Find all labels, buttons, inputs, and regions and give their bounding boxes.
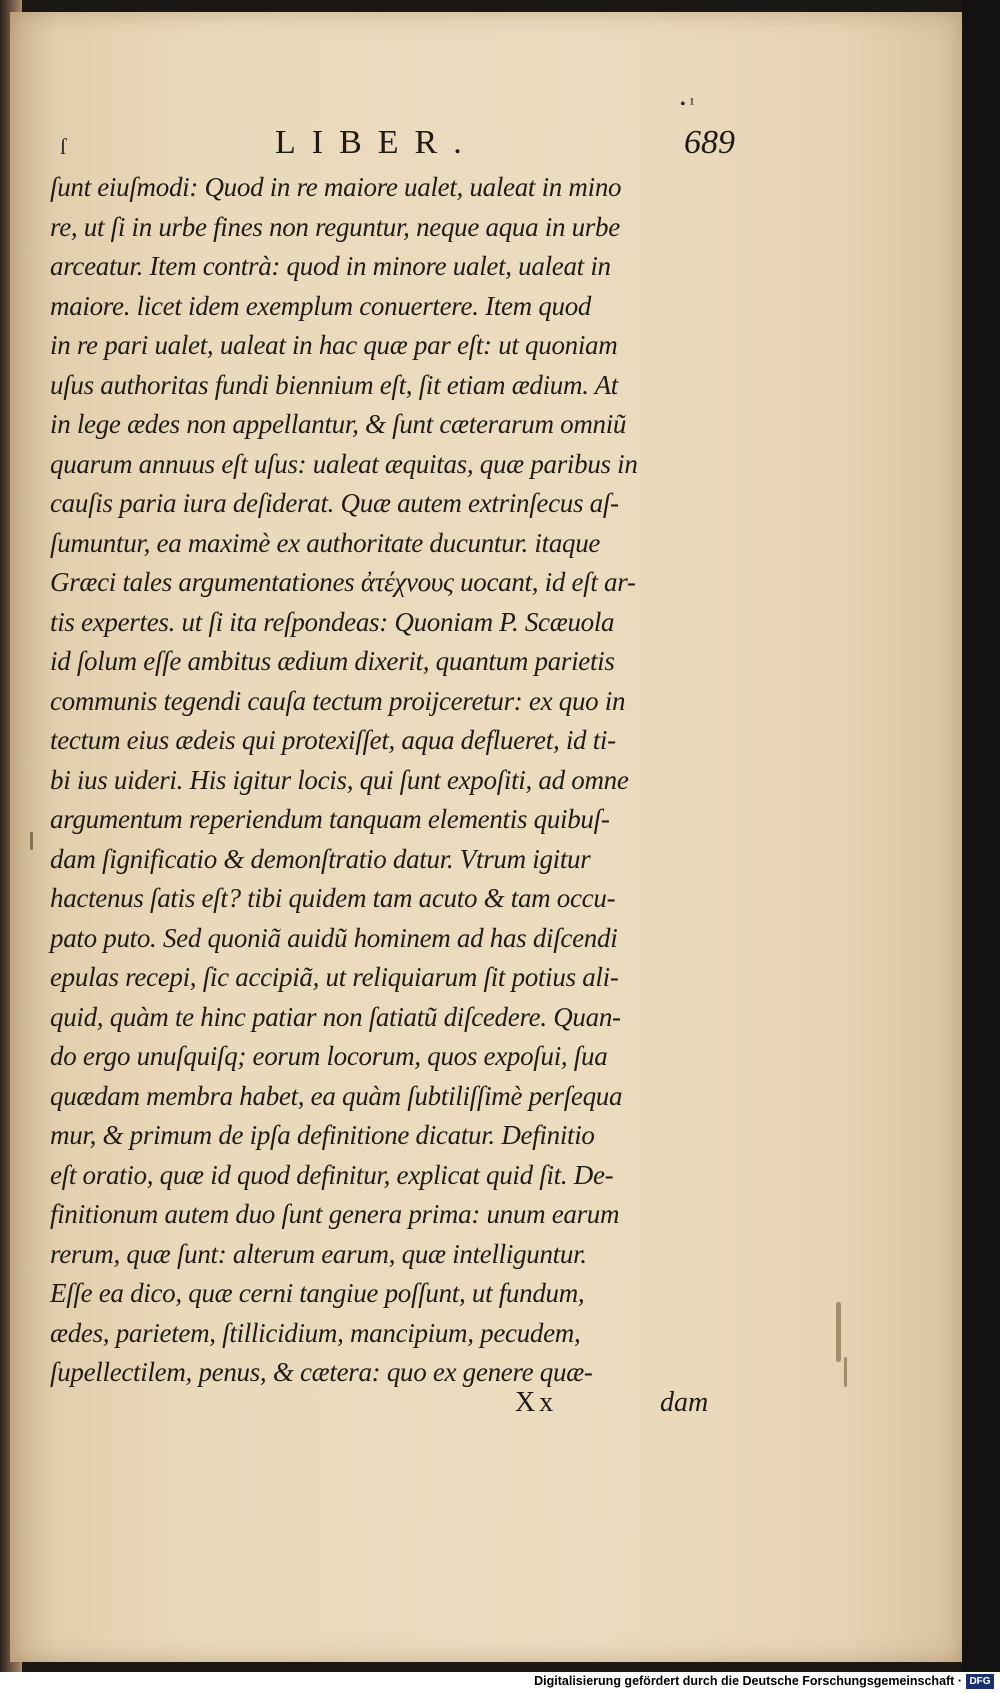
text-line: quædam membra habet, ea quàm ſubtiliſſimè perſequa — [50, 1080, 623, 1111]
text-line: cauſis paria iura deſiderat. Quæ autem extrinſecus aſ- — [50, 488, 619, 518]
page-header — [10, 96, 962, 174]
text-line: Eſſe ea dico, quæ cerni tangiue poſſunt, ut fundum, — [50, 1278, 585, 1308]
text-line: epulas recepi, ſic accipiã, ut reliquiarum ſit potius ali- — [50, 962, 619, 992]
ink-stain — [844, 1357, 847, 1387]
body-text — [50, 168, 740, 1393]
text-line: in lege ædes non appellantur, & ſunt cæterarum omniũ — [50, 409, 627, 439]
dfg-logo: DFG — [966, 1674, 994, 1689]
text-line: ſumuntur, ea maximè ex authoritate ducuntur. itaque — [50, 527, 601, 558]
text-line: eſt oratio, quæ id quod definitur, explicat quid ſit. De- — [50, 1159, 614, 1190]
text-line: hactenus ſatis eſt? tibi quidem tam acuto & tam occu- — [50, 883, 616, 913]
catchword: dam — [660, 1387, 709, 1418]
page-footer — [10, 1387, 962, 1437]
text-line: rerum, quæ ſunt: alterum earum, quæ intelliguntur. — [50, 1238, 587, 1269]
page-number: 689 — [684, 124, 735, 161]
credit-text: Digitalisierung gefördert durch die Deutsche Forschungsgemeinschaft · — [534, 1674, 962, 1688]
text-line: quarum annuus eſt uſus: ualeat æquitas, quæ paribus in — [50, 448, 638, 479]
text-line: tis expertes. ut ſi ita reſpondeas: Quoniam P. Scæuola — [50, 606, 615, 637]
header-corner-mark: • ¹ — [680, 96, 695, 113]
text-line: finitionum autem duo ſunt genera prima: unum earum — [50, 1199, 620, 1229]
text-line: ædes, parietem, ſtillicidium, mancipium, pecudem, — [50, 1317, 581, 1348]
text-line: maiore. licet idem exemplum conuertere. Item quod — [50, 290, 592, 321]
text-line: ſupellectilem, penus, & cætera: quo ex genere quæ- — [50, 1357, 593, 1387]
text-line: bi ius uideri. His igitur locis, qui ſunt expoſiti, ad omne — [50, 764, 629, 795]
text-line: communis tegendi cauſa tectum proijceretur: ex quo in — [50, 685, 626, 716]
text-line: Græci tales argumentationes ἀτέχνους uocant, id eſt ar- — [50, 567, 636, 597]
text-line: arceatur. Item contrà: quod in minore ualet, ualeat in — [50, 251, 611, 281]
text-line: id ſolum eſſe ambitus ædium dixerit, quantum parietis — [50, 646, 615, 676]
text-line: do ergo unuſquiſq; eorum locorum, quos expoſui, ſua — [50, 1041, 608, 1071]
text-line: mur, & primum de ipſa definitione dicatur. Definitio — [50, 1120, 595, 1150]
credit-bar — [0, 1672, 1000, 1693]
margin-mark — [30, 832, 33, 850]
header-left-mark: ſ — [60, 134, 67, 159]
running-head: LIBER. — [275, 124, 478, 161]
text-line: re, ut ſi in urbe fines non reguntur, neque aqua in urbe — [50, 211, 620, 242]
text-line: quid, quàm te hinc patiar non ſatiatũ diſcedere. Quan- — [50, 1001, 621, 1032]
scan-border — [962, 0, 1000, 1693]
text-line: in re pari ualet, ualeat in hac quæ par eſt: ut quoniam — [50, 330, 618, 360]
text-line: pato puto. Sed quoniã auidũ hominem ad has diſcendi — [50, 922, 618, 953]
text-line: uſus authoritas fundi biennium eſt, ſit etiam ædium. At — [50, 369, 619, 400]
text-line: dam ſignificatio & demonſtratio datur. Vtrum igitur — [50, 843, 591, 874]
text-line: argumentum reperiendum tanquam elementis quibuſ- — [50, 804, 610, 834]
signature-mark: Xx — [515, 1387, 558, 1418]
book-page — [10, 12, 962, 1662]
ink-stain — [836, 1302, 841, 1362]
text-line: ſunt eiuſmodi: Quod in re maiore ualet, ualeat in mino — [50, 172, 622, 202]
text-line: tectum eius ædeis qui protexiſſet, aqua deflueret, id ti- — [50, 725, 616, 755]
